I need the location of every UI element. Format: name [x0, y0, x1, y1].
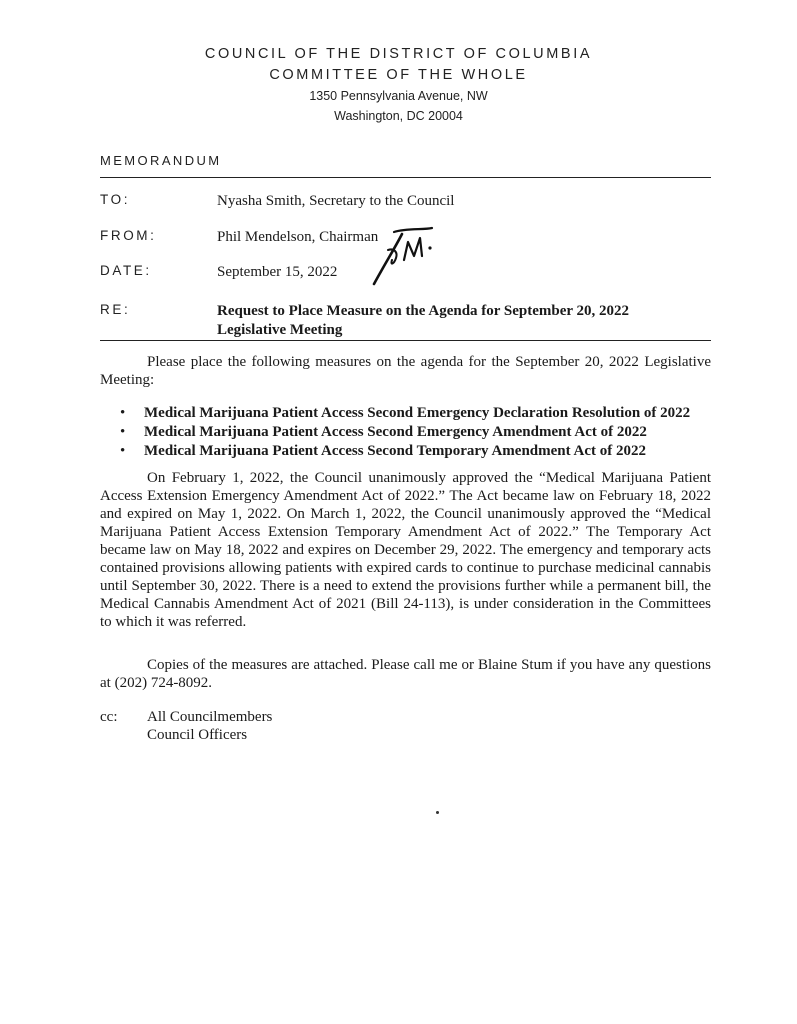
cc-label: cc: — [100, 709, 118, 725]
contact-paragraph: Copies of the measures are attached. Please call me or Blaine Stum if you have any questions at (202) 724-8092. — [100, 657, 711, 691]
from-value: Phil Mendelson, Chairman — [217, 229, 379, 245]
to-label: TO: — [100, 192, 131, 207]
bullet-icon: • — [120, 424, 126, 440]
re-value: Request to Place Measure on the Agenda for September 20, 2022 Legislative Meeting — [217, 303, 630, 338]
from-label: FROM: — [100, 228, 157, 243]
header-bottom-rule — [100, 340, 711, 341]
background-paragraph: On February 1, 2022, the Council unanimously approved the “Medical Marijuana Patient Access Extension Emergency Amendment Act of 2022.” The Act became law on February 18, 2022 and expired on May 1, 2022. On March 1, 2022, the Council unanimously approved the “Medical Marijuana Patient Access Extension Temporary Amendment Act of 2022.” The Temporary Act became law on May 18, 2022 and expires on December 29, 2022. The emergency and temporary acts contained provisions allowing patients with expired cards to continue to purchase medicinal cannabis until September 30, 2022. There is a need to extend the provisions further while a permanent bill, the Medical Cannabis Amendment Act of 2021 (Bill 24-113), is under consideration in the Committees to which it was referred. — [100, 470, 711, 630]
letterhead-council-name: COUNCIL OF THE DISTRICT OF COLUMBIA — [204, 46, 593, 62]
scan-speck — [436, 811, 439, 814]
re-label: RE: — [100, 302, 131, 317]
intro-paragraph: Please place the following measures on the agenda for the September 20, 2022 Legislative Meeting: — [100, 354, 711, 388]
list-item — [120, 423, 690, 442]
letterhead — [0, 44, 797, 126]
header-top-rule — [100, 177, 711, 178]
letterhead-committee-name: COMMITTEE OF THE WHOLE — [269, 67, 528, 83]
measures-list — [120, 404, 690, 461]
bullet-icon: • — [120, 443, 126, 459]
measure-title: Medical Marijuana Patient Access Second Emergency Amendment Act of 2022 — [144, 424, 647, 440]
list-item — [120, 404, 690, 423]
date-value: September 15, 2022 — [217, 264, 338, 280]
measure-title: Medical Marijuana Patient Access Second Temporary Amendment Act of 2022 — [144, 443, 647, 459]
date-label: DATE: — [100, 263, 152, 278]
cc-recipients — [147, 708, 272, 744]
bullet-icon: • — [120, 405, 126, 421]
cc-recipient: Council Officers — [147, 727, 248, 743]
list-item — [120, 442, 690, 461]
letterhead-street-address: 1350 Pennsylvania Avenue, NW — [309, 89, 488, 103]
memo-title: MEMORANDUM — [100, 153, 222, 168]
cc-recipient: All Councilmembers — [147, 709, 273, 725]
measure-title: Medical Marijuana Patient Access Second Emergency Declaration Resolution of 2022 — [144, 405, 691, 421]
handwritten-initials-signature — [366, 226, 436, 288]
letterhead-city-address: Washington, DC 20004 — [334, 109, 463, 123]
to-value: Nyasha Smith, Secretary to the Council — [217, 193, 455, 209]
